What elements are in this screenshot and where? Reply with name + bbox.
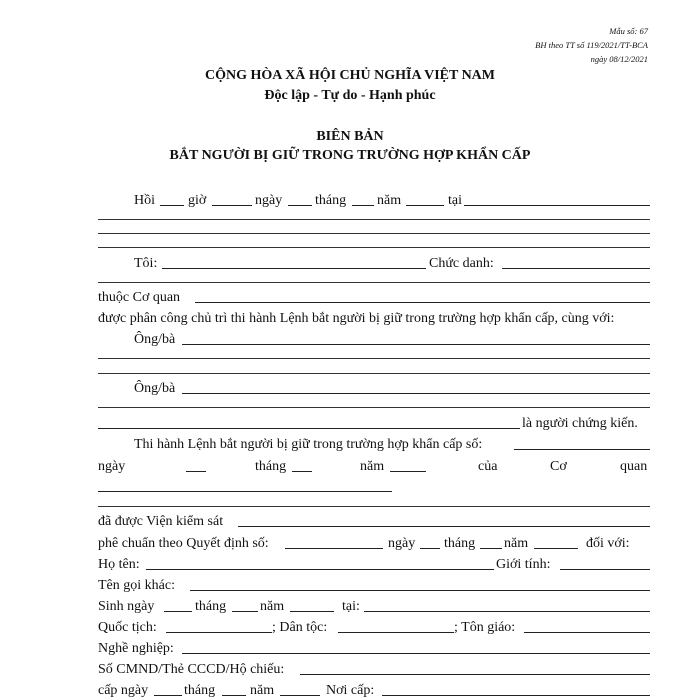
label-nam: năm [377,193,402,208]
blank-line[interactable] [98,233,650,234]
field-quyet-dinh[interactable] [285,548,383,549]
text-duoc-phan-cong: được phân công chủ trì thi hành Lệnh bắt người bị giữ trong trường hợp khẩn cấp, cùng với: [98,311,615,326]
field-noi-sinh[interactable] [364,611,650,612]
field-ngay-qd[interactable] [420,548,440,549]
field-cap-nam[interactable] [280,695,320,696]
label-ong-ba-2: Ông/bà [134,381,176,396]
field-cap-ngay[interactable] [154,695,182,696]
label-ngay: ngày [255,193,283,208]
label-ngay-qd: ngày [388,536,416,551]
field-thang[interactable] [352,205,374,206]
label-ho-ten: Họ tên: [98,557,140,572]
label-nam-lenh: năm [360,459,385,474]
field-nam-qd[interactable] [534,548,578,549]
label-phe-chuan: phê chuẩn theo Quyết định số: [98,536,269,551]
label-cap-nam: năm [250,683,275,698]
field-ngay[interactable] [288,205,312,206]
label-thang-qd: tháng [444,536,476,551]
field-thang-lenh[interactable] [292,471,312,472]
field-co-quan[interactable] [195,302,650,303]
label-cua: của [478,459,498,474]
field-quoc-tich[interactable] [166,632,272,633]
form-code: Mẫu số: 67 [609,26,648,36]
field-ong-ba-2[interactable] [182,393,650,394]
doc-subtitle: BẮT NGƯỜI BỊ GIỮ TRONG TRƯỜNG HỢP KHẨN CẤP [169,148,531,163]
label-quoc-tich: Quốc tịch: [98,620,157,635]
label-cap-thang: tháng [184,683,216,698]
field-nguoi-chung-kien[interactable] [98,428,520,429]
label-gio: giờ [188,193,207,208]
field-sinh-ngay[interactable] [164,611,192,612]
field-tai[interactable] [464,205,650,206]
label-toi: Tôi: [134,256,158,271]
label-noi-sinh: tại: [342,599,360,614]
label-hoi: Hồi [134,193,155,208]
label-tai: tại [448,193,462,208]
blank-line[interactable] [98,506,650,507]
blank-line[interactable] [98,282,650,283]
field-vien-kiem-sat[interactable] [238,526,650,527]
field-ong-ba-1[interactable] [182,344,650,345]
field-toi[interactable] [162,268,426,269]
field-chuc-danh[interactable] [502,268,650,269]
form-reference [535,24,648,66]
label-so-cmnd: Số CMND/Thẻ CCCD/Hộ chiếu: [98,662,285,677]
field-ho-ten[interactable] [146,569,494,570]
label-ten-goi-khac: Tên gọi khác: [98,578,175,593]
label-cap-ngay: cấp ngày [98,683,149,698]
field-ngay-lenh[interactable] [186,471,206,472]
text-nguoi-chung-kien: là người chứng kiến. [522,416,638,431]
label-co: Cơ [550,459,567,474]
label-dan-toc: ; Dân tộc: [272,620,328,635]
label-thang: tháng [315,193,347,208]
field-so-lenh[interactable] [514,449,650,450]
label-noi-cap: Nơi cấp: [326,683,375,698]
label-gioi-tinh: Giới tính: [496,557,551,572]
text-thi-hanh-lenh: Thi hành Lệnh bắt người bị giữ trong trường hợp khẩn cấp số: [134,437,483,452]
field-cap-thang[interactable] [222,695,246,696]
label-ton-giao: ; Tôn giáo: [454,620,516,635]
form-basis: BH theo TT số 119/2021/TT-BCA [535,40,648,50]
field-sinh-thang[interactable] [232,611,258,612]
field-nam[interactable] [406,205,444,206]
field-dan-toc[interactable] [338,632,454,633]
field-nghe-nghiep[interactable] [182,653,650,654]
nation-header: CỘNG HÒA XÃ HỘI CHỦ NGHĨA VIỆT NAM [204,68,495,83]
field-gioi-tinh[interactable] [560,569,650,570]
doc-title: BIÊN BẢN [316,129,384,144]
label-thang-lenh: tháng [255,459,287,474]
label-thuoc-co-quan: thuộc Cơ quan [98,290,181,305]
label-nghe-nghiep: Nghề nghiệp: [98,641,174,656]
label-chuc-danh: Chức danh: [429,256,494,271]
label-sinh-ngay: Sinh ngày [98,599,155,614]
label-ngay-lenh: ngày [98,459,126,474]
field-gio[interactable] [212,205,252,206]
label-vien-kiem-sat: đã được Viện kiểm sát [98,514,224,529]
blank-line[interactable] [98,247,650,248]
label-quan: quan [620,459,648,474]
field-so-cmnd[interactable] [300,674,650,675]
form-date: ngày 08/12/2021 [590,54,648,64]
label-nam-qd: năm [504,536,529,551]
field-co-quan-ban-hanh[interactable] [98,491,392,492]
field-thang-qd[interactable] [480,548,502,549]
label-ong-ba-1: Ông/bà [134,332,176,347]
field-sinh-nam[interactable] [290,611,334,612]
label-doi-voi: đối với: [586,536,630,551]
field-hoi[interactable] [160,205,184,206]
field-noi-cap[interactable] [382,695,650,696]
field-ten-goi-khac[interactable] [190,590,650,591]
motto: Độc lập - Tự do - Hạnh phúc [264,88,436,103]
label-sinh-nam: năm [260,599,285,614]
label-sinh-thang: tháng [195,599,227,614]
blank-line[interactable] [98,358,650,359]
blank-line[interactable] [98,373,650,374]
blank-line[interactable] [98,219,650,220]
blank-line[interactable] [98,407,650,408]
field-ton-giao[interactable] [524,632,650,633]
field-nam-lenh[interactable] [390,471,426,472]
